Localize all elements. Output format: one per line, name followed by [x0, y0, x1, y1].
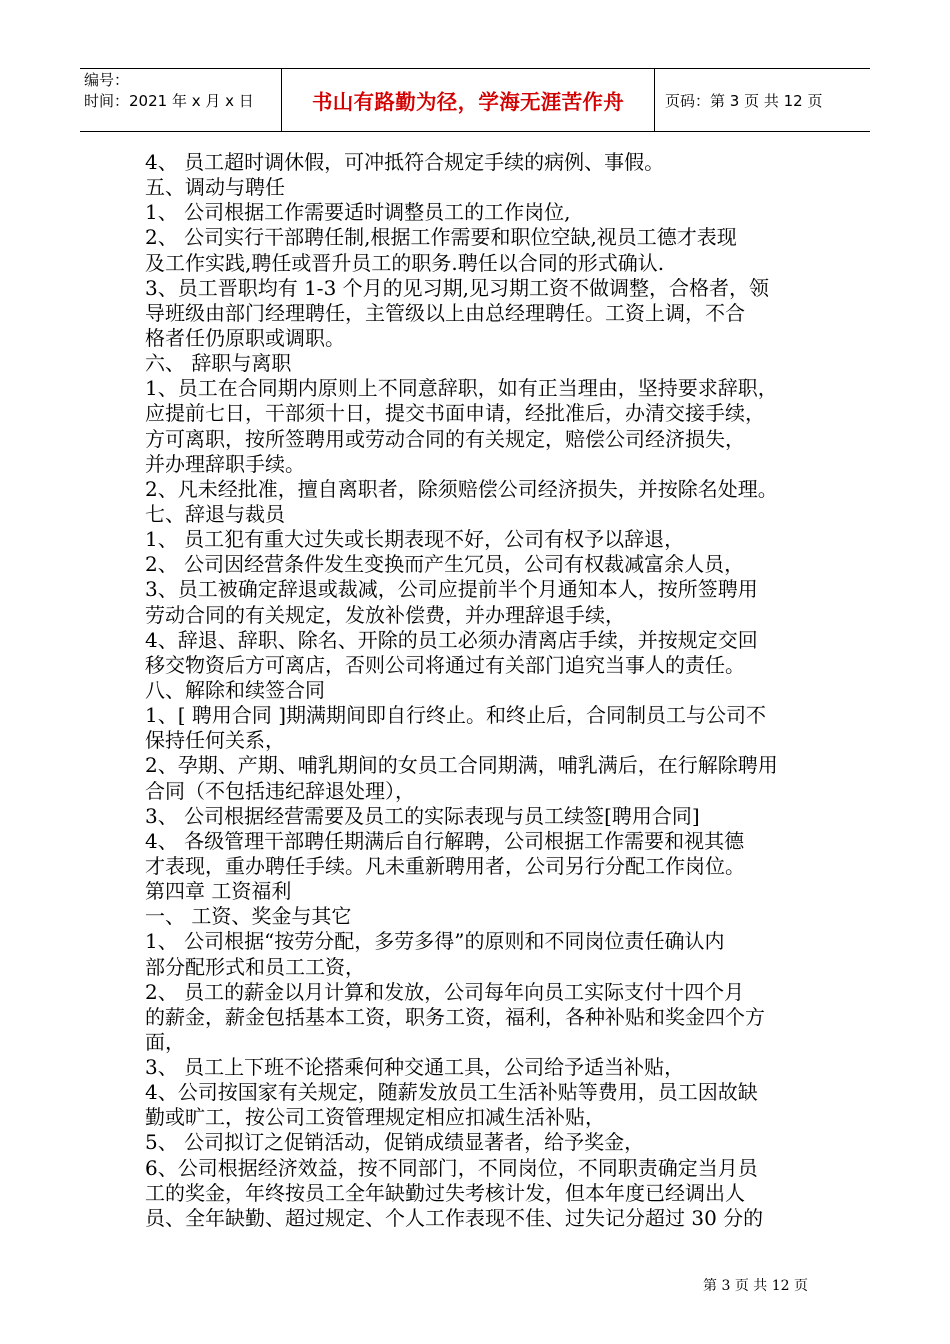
text-line: 1、 员工犯有重大过失或长期表现不好，公司有权予以辞退， — [145, 527, 685, 552]
text-line: 1、员工在合同期内原则上不同意辞职，如有正当理由，坚持要求辞职， — [145, 376, 778, 401]
text-line: 2、 公司实行干部聘任制,根据工作需要和职位空缺,视员工德才表现 — [145, 225, 737, 250]
text-line: 一、 工资、奖金与其它 — [145, 904, 352, 929]
text-line: 4、辞退、辞职、除名、开除的员工必须办清离店手续，并按规定交回 — [145, 627, 758, 652]
text-line: 5、 公司拟订之促销活动，促销成绩显著者，给予奖金， — [145, 1130, 645, 1155]
text-line: 2、凡未经批准，擅自离职者，除须赔偿公司经济损失，并按除名处理。 — [145, 476, 778, 501]
text-line: 面， — [145, 1029, 185, 1054]
text-line: 1、 公司根据工作需要适时调整员工的工作岗位, — [145, 200, 571, 225]
text-line: 1、[ 聘用合同 ]期满期间即自行终止。和终止后，合同制员工与公司不 — [145, 703, 767, 728]
text-line: 4、公司按国家有关规定，随薪发放员工生活补贴等费用，员工因故缺 — [145, 1080, 758, 1105]
text-line: 七、辞退与裁员 — [145, 501, 285, 526]
text-line: 2、 员工的薪金以月计算和发放，公司每年向员工实际支付十四个月 — [145, 979, 745, 1004]
header-motto: 书山有路勤为径，学海无涯苦作舟 — [282, 69, 655, 131]
document-number-label: 编号： — [84, 71, 130, 89]
text-line: 员、全年缺勤、超过规定、个人工作表现不佳、过失记分超过 30 分的 — [145, 1205, 764, 1230]
text-line: 保持任何关系， — [145, 728, 285, 753]
text-line: 八、解除和续签合同 — [145, 677, 325, 702]
text-line: 导班级由部门经理聘任，主管级以上由总经理聘任。工资上调，不合 — [145, 300, 745, 325]
text-line: 五、调动与聘任 — [145, 175, 285, 200]
text-line: 并办理辞职手续。 — [145, 451, 305, 476]
text-line: 劳动合同的有关规定，发放补偿费，并办理辞退手续， — [145, 602, 625, 627]
text-line: 4、 员工超时调休假，可冲抵符合规定手续的病例、事假。 — [145, 150, 665, 174]
text-line: 6、公司根据经济效益，按不同部门，不同岗位，不同职责确定当月员 — [145, 1155, 758, 1180]
text-line: 2、 公司因经营条件发生变换而产生冗员，公司有权裁减富余人员， — [145, 552, 745, 577]
text-line: 2、孕期、产期、哺乳期间的女员工合同期满，哺乳满后，在行解除聘用 — [145, 753, 778, 778]
text-line: 合同（不包括违纪辞退处理）， — [145, 778, 415, 803]
text-line: 的薪金，薪金包括基本工资，职务工资，福利，各种补贴和奖金四个方 — [145, 1004, 765, 1029]
text-line: 第四章 工资福利 — [145, 879, 292, 904]
text-line: 3、 公司根据经营需要及员工的实际表现与员工续签[聘用合同] — [145, 803, 700, 828]
text-line: 及工作实践,聘任或晋升员工的职务.聘任以合同的形式确认. — [145, 250, 665, 275]
text-line: 方可离职，按所签聘用或劳动合同的有关规定，赔偿公司经济损失， — [145, 426, 745, 451]
document-body — [145, 150, 825, 1231]
document-date: 时间：2021 年 x 月 x 日 — [84, 92, 254, 110]
page-footer: 第 3 页 共 12 页 — [703, 1278, 808, 1294]
text-line: 勤或旷工，按公司工资管理规定相应扣减生活补贴， — [145, 1105, 605, 1130]
text-line: 移交物资后方可离店，否则公司将通过有关部门追究当事人的责任。 — [145, 652, 745, 677]
text-line: 六、 辞职与离职 — [145, 351, 292, 376]
text-line: 工的奖金，年终按员工全年缺勤过失考核计发，但本年度已经调出人 — [145, 1180, 745, 1205]
header-page-info: 页码：第 3 页 共 12 页 — [665, 91, 823, 110]
text-line: 3、员工晋职均有 1-3 个月的见习期,见习期工资不做调整，合格者，领 — [145, 275, 770, 300]
text-line: 1、 公司根据“按劳分配，多劳多得”的原则和不同岗位责任确认内 — [145, 929, 725, 954]
header-meta — [80, 69, 282, 131]
text-line: 4、 各级管理干部聘任期满后自行解聘，公司根据工作需要和视其德 — [145, 828, 745, 853]
text-line: 部分配形式和员工工资， — [145, 954, 365, 979]
page-header — [80, 68, 870, 132]
text-line: 格者任仍原职或调职。 — [145, 325, 345, 350]
text-line: 3、员工被确定辞退或裁减，公司应提前半个月通知本人，按所签聘用 — [145, 577, 758, 602]
text-line: 才表现，重办聘任手续。凡未重新聘用者，公司另行分配工作岗位。 — [145, 853, 745, 878]
text-line: 3、 员工上下班不论搭乘何种交通工具，公司给予适当补贴， — [145, 1055, 685, 1080]
text-line: 应提前七日，干部须十日，提交书面申请，经批准后，办清交接手续， — [145, 401, 765, 426]
